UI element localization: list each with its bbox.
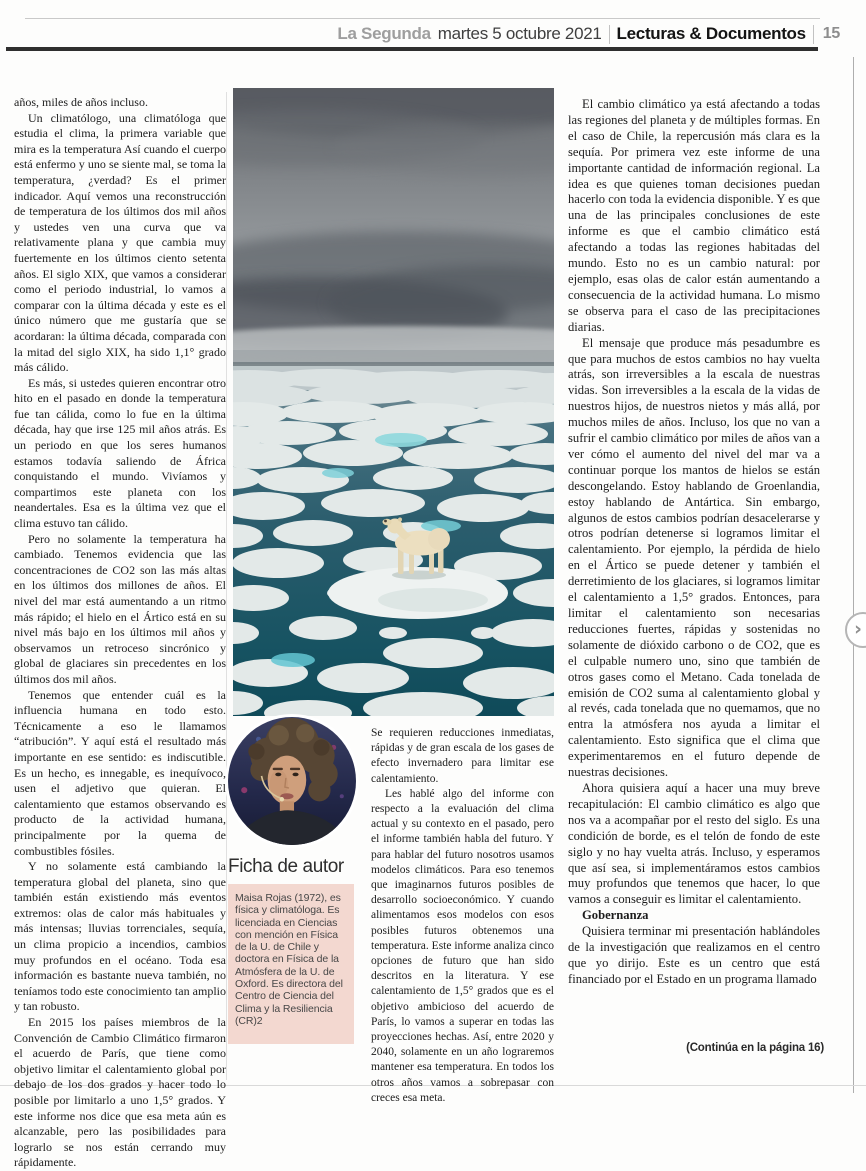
body-column-right	[568, 97, 820, 988]
section-title: Lecturas & Documentos	[616, 24, 806, 43]
paragraph: Tenemos que entender cuál es la influencia humana en todo esto. Técnicamente a eso le llamamos “atribución”. Y aquí está el resultado más importante en ese sentido: es indiscutible. Es un hecho, es innegable, es inequívoco, usen el adjetivo que quieran. El calentamiento que estamos observando es producto de la actividad humana, principalmente por la quema de combustibles fósiles.	[14, 687, 226, 858]
paragraph: El mensaje que produce más pesadumbre es que para muchos de estos cambios no hay vuelta atrás, son irreversibles a la escala de nuestras vidas. Son irreversibles a la escala de la vidas de nuestros hijos, de nuestros nietos y más allá, por muchos miles de años. Incluso, los que no van a sufrir el cambio climático por miles de años van a ver cómo el aumento del nivel del mar va a continuar porque los mantos de hielos se están descongelando. Estoy hablando de Groenlandia, estoy hablando de Antártica. Sin embargo, algunos de estos cambios podrían desacelerarse y otros podrían detenerse si logramos limitar el calentamiento. Por ejemplo, la pérdida de hielo en el Ártico se puede detener y también el derretimiento de los glaciares, si logramos limitar el calentamiento a 1,5° grados. Entonces, para limitar el calentamiento son necesarias reducciones fuertes, rápidas y sostenidas no solamente de dióxido carbono o de CO2, que es el culpable numero uno, sino que también de otros gases como el Metano. Cada tonelada de emisión de CO2 suma al calentamiento global y al revés, cada tonelada que no quemamos, que no entra la atmósfera nos ayuda a limitar el calentamiento. Esto significa que el clima que experimentaremos en el futuro depende de nuestras decisiones.	[568, 335, 820, 780]
body-column-left	[14, 95, 226, 1171]
header-bottom-rule	[6, 47, 818, 51]
main-photo	[233, 88, 554, 716]
paragraph: Ahora quisiera aquí a hacer una muy breve recapitulación: El cambio climático es algo que nos va a acompañar por el resto del siglo. Es una condición de borde, es el telón de fondo de este siglo y no hay vuelta atrás. Incluso, y esperamos que así sea, si implementáramos estos cambios muy profundos que tenemos que hacer, lo que vamos a conseguir es limitar el calentamiento.	[568, 780, 820, 907]
page-edge-rule	[853, 57, 854, 1093]
next-page-button[interactable]	[845, 612, 866, 648]
continuation-note: (Continúa en la página 16)	[686, 1042, 824, 1054]
paragraph: El cambio climático ya está afectando a todas las regiones del planeta y de múltiples formas. En el caso de Chile, la repercusión más clara es la sequía. Por primera vez este informe de una importante cantidad de información regional. La idea es que quienes toman decisiones puedan hacerlo con toda la evidencia disponible. Y es que una de las principales conclusiones de este informe es que el cambio climático está afectando a todas las regiones habitadas del mundo. Esto no es un cambio natural: por ejemplo, esas olas de calor están aumentando a consecuencia de la actividad humana. Lo mismo se observa para el caso de las precipitaciones diarias.	[568, 97, 820, 334]
paragraph: Se requieren reducciones inmediatas, rápidas y de gran escala de los gases de efecto invernadero para limitar ese calentamiento.	[371, 727, 554, 785]
paragraph: Pero no solamente la temperatura ha cambiado. Tenemos evidencia que las concentraciones de CO2 son las más altas en los últimos dos millones de años. El nivel del mar está aumentando a un ritmo más rápido; el hielo en el Ártico está en su nivel más bajo en los últimos mil años y observamos un retroceso sincrónico y global de glaciares sin precedentes en los últimos dos mil años.	[14, 531, 226, 686]
author-card-heading: Ficha de autor	[228, 856, 344, 877]
author-portrait-image	[228, 717, 356, 845]
header-divider	[609, 25, 610, 44]
body-column-middle	[371, 726, 554, 1106]
paragraph: Y no solamente está cambiando la temperatura global del planeta, sino que también están existiendo más eventos extremos: olas de calor más habituales y más intensas; lluvias torrenciales, sequía, un clima propicio a incendios, cambios muy profundos en el océano. Toda esa información es bastante nueva también, no teníamos todo este conocimiento tan amplio y tan robusto.	[14, 859, 226, 1014]
paragraph: Un climatólogo, una climatóloga que estudia el clima, la primera variable que mira es la temperatura Así cuando el cuerpo está enfermo y uno se siente mal, se toma la temperatura, ¿verdad? Es el primer indicador. Aquí vemos una reconstrucción de temperatura de los últimos dos mil años y ustedes ven una curva que va relativamente plana y que cambia muy fuertemente en los últimos ciento setenta años. El siglo XIX, que vamos a considerar como el periodo industrial, lo vamos a comparar con la última década y este es el único número que me gustaría que se acordaran: la última década, comparada con la mitad del siglo XIX, ha sido 1,1° grado más cálido.	[14, 110, 226, 375]
paragraph: Les hablé algo del informe con respecto a la evaluación del clima actual y su contexto en el pasado, pero el informe también habla del futuro. Y para hablar del futuro nosotros usamos modelos climáticos. Para eso tenemos que imaginarnos futuros posibles de desarrollo socioeconómico. Y cuando alimentamos esos modelos con esos posibles futuros obtenemos una temperatura. Este informe analiza cinco opciones de futuro que han sido descritos en la literatura. Y ese calentamiento de 1,5° grados que es el objetivo ambicioso del acuerdo de París, lo vamos a superar en todas las proyecciones hechas. Así, entre 2020 y 2040, solamente en un año lograremos mantener esa temperatura. En todos los otros años vamos a sobrepasar con creces esa meta.	[371, 787, 554, 1104]
sky	[233, 88, 554, 368]
page-number: 15	[822, 25, 840, 42]
sea-ice	[233, 362, 554, 716]
issue-date: martes 5 octubre 2021	[437, 24, 602, 43]
masthead	[337, 24, 840, 44]
paragraph: años, miles de años incluso.	[14, 95, 148, 109]
header-divider	[813, 25, 814, 44]
header-top-rule	[25, 18, 820, 19]
paragraph: Es más, si ustedes quieren encontrar otro hito en el pasado en donde la temperatura fue tan cálida, como lo fue en la última década, hay que irse 125 mil años atrás. Es un periodo en que los seres humanos estamos todavía saliendo de África conquistando el mundo. Vivíamos y compartimos este planeta con los neandertales. Esa es la última vez que el clima estuvo tan cálido.	[14, 375, 226, 531]
paragraph: En 2015 los países miembros de la Convención de Cambio Climático firmaron el acuerdo de París, que tiene como objetivo limitar el calentamiento global por debajo de los dos grados y hacer todo lo posible por limitarlo a uno 1,5° grados. Y este informe nos dice que esa meta aún es alcanzable, pero las posibilidades para lograrlo se nos están cerrando muy rápidamente.	[14, 1015, 226, 1170]
author-card: Maisa Rojas (1972), es física y climatóloga. Es licenciada en Ciencias con mención en Física de la U. de Chile y doctora en Física de la Atmósfera de la U. de Oxford. Es directora del Centro de Ciencia del Clima y la Resiliencia (CR)2	[228, 884, 354, 1044]
chevron-right-icon: ›	[854, 618, 862, 640]
author-portrait	[228, 717, 356, 845]
newspaper-brand: La Segunda	[337, 24, 431, 43]
subheading: Gobernanza	[582, 908, 649, 923]
column-rule	[226, 92, 227, 1080]
paragraph: Quisiera terminar mi presentación hablándoles de la investigación que realizamos en el centro que yo dirijo. Este es un centro que está financiado por el Estado en un programa llamado	[568, 924, 820, 986]
